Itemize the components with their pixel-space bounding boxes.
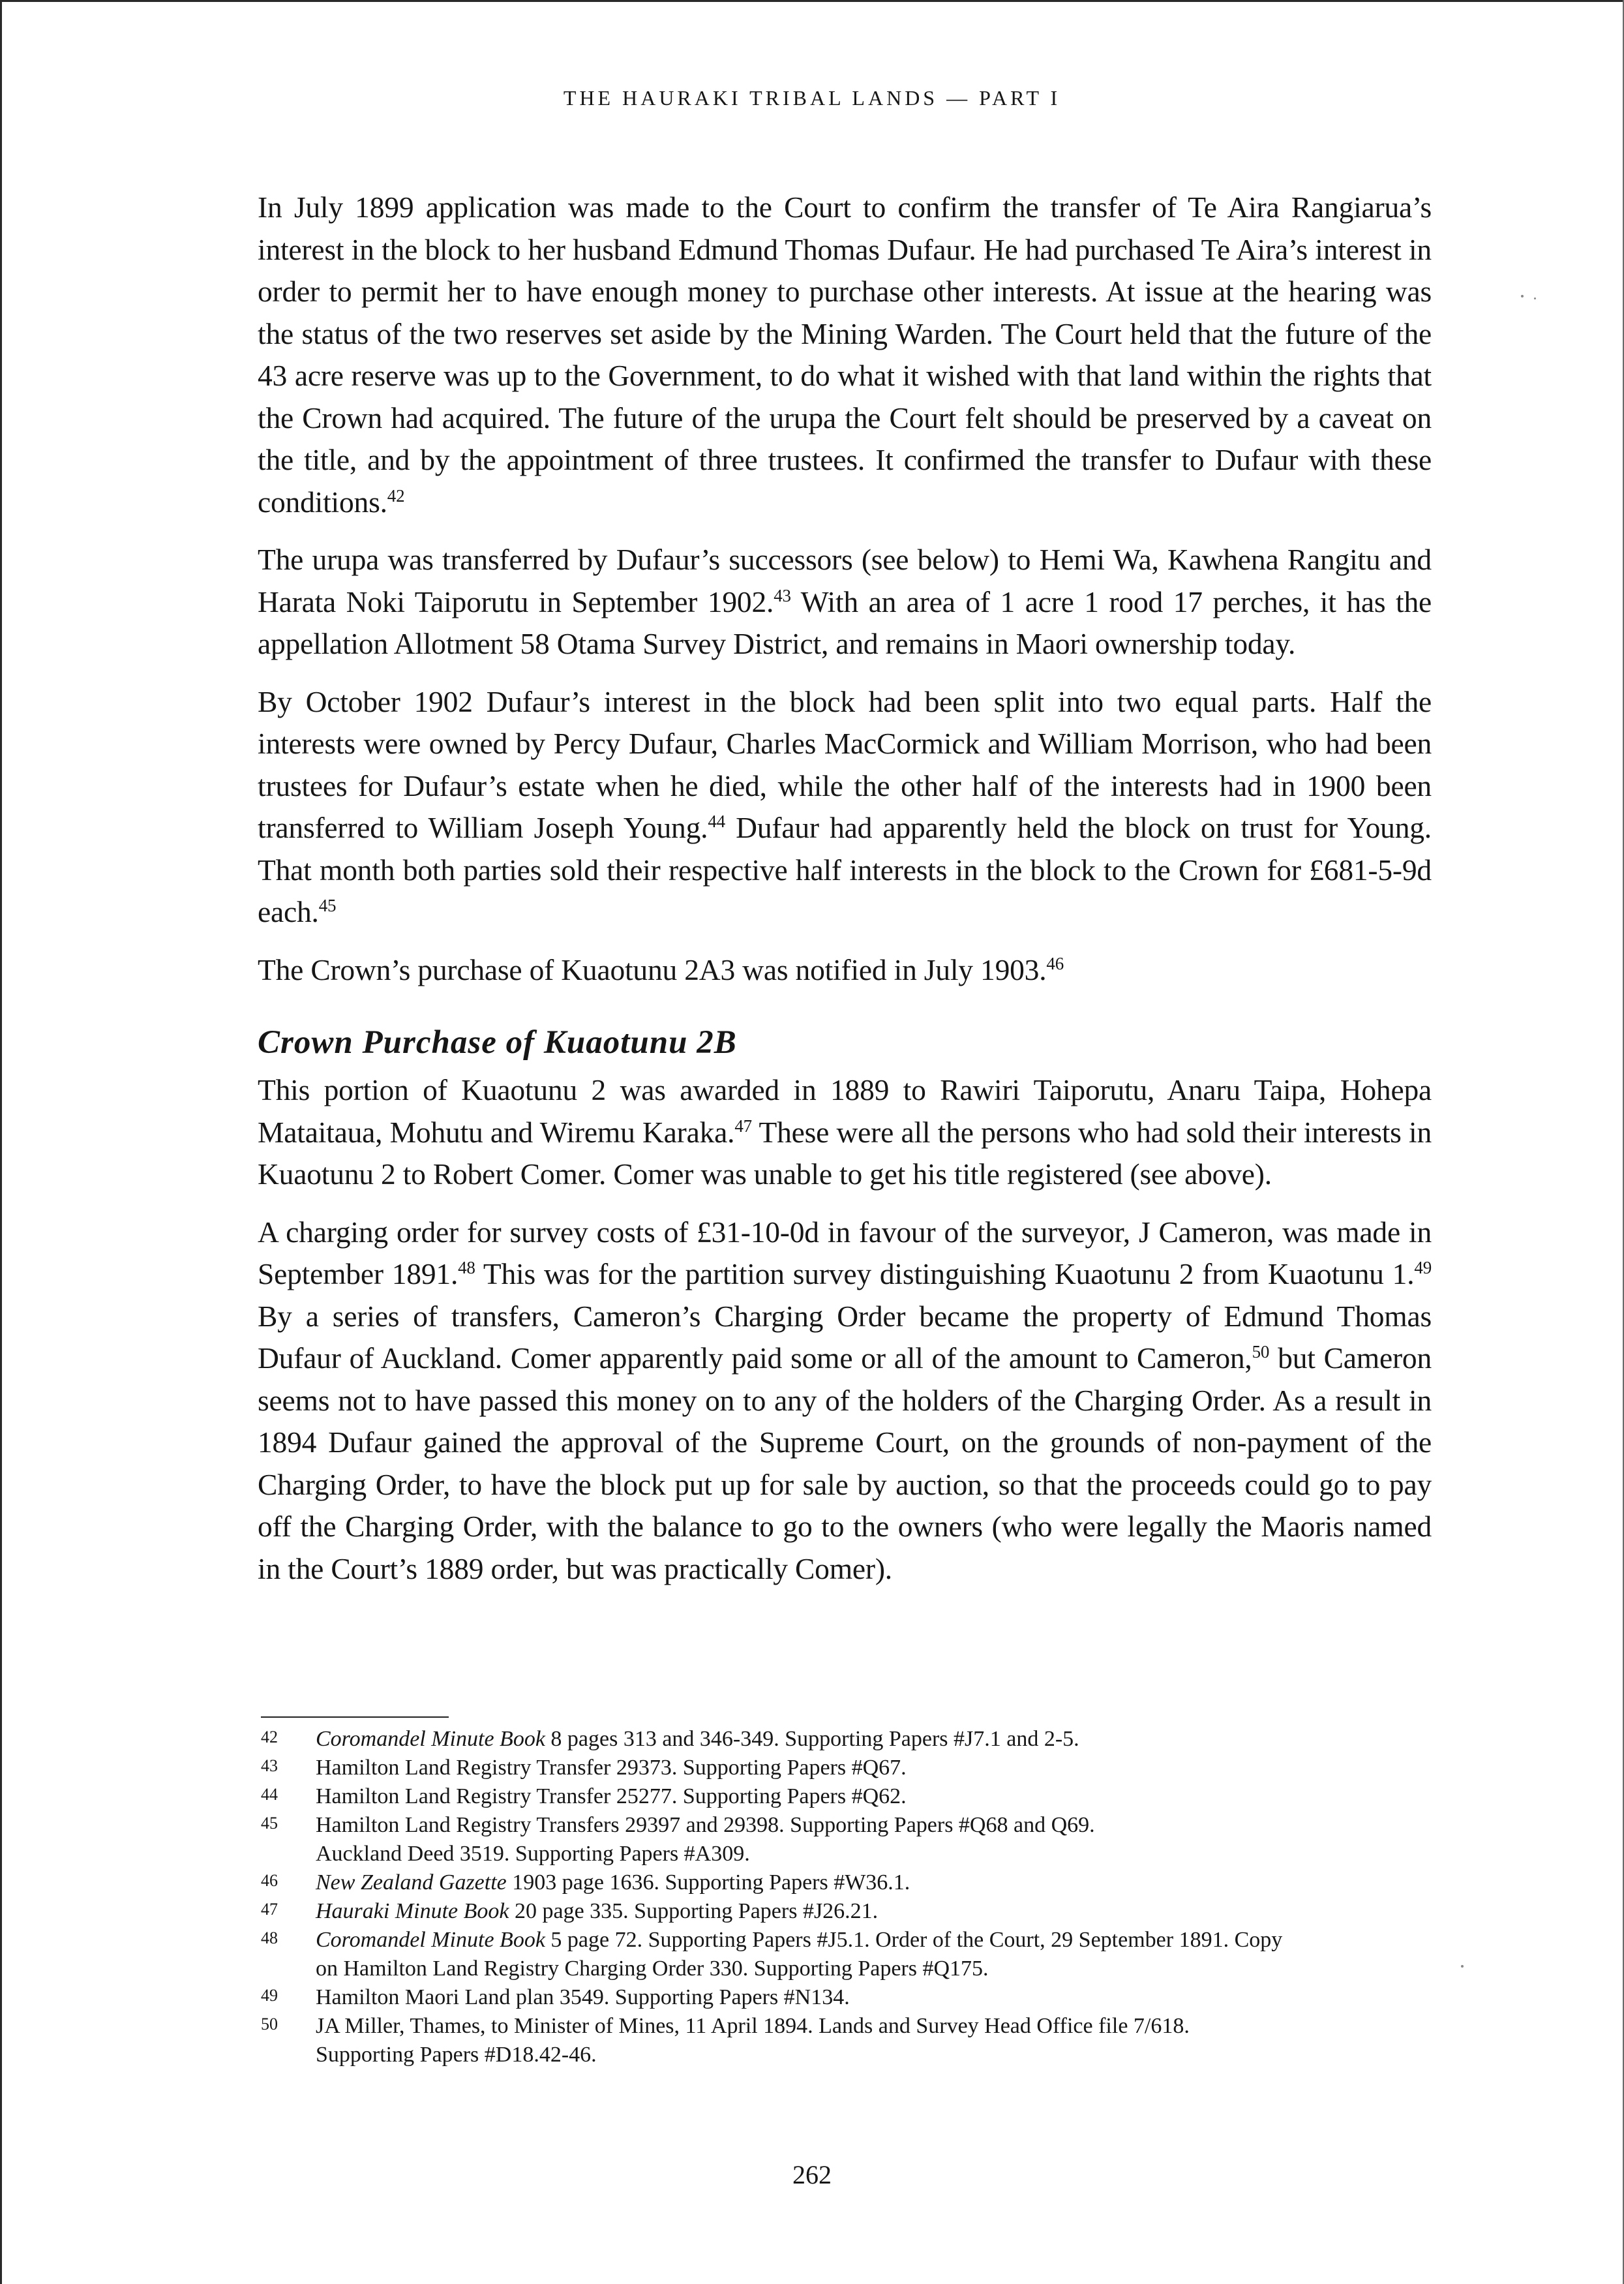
- paragraph: This portion of Kuaotunu 2 was awarded in 1889 to Rawiri Taiporutu, Anaru Taipa, Hohepa Mataitaua, Mohutu and Wiremu Karaka.$^{47}$ These were all the persons who had sold their interests in Kuaotunu 2 to Robert Comer. Comer was unable to get his title registered (see above).: [258, 1073, 1432, 1191]
- footnote: 49 Hamilton Maori Land plan 3549. Supporting Papers #N134.: [261, 1983, 1500, 2012]
- footnote: 46 New Zealand Gazette 1903 page 1636. Supporting Papers #W36.1.: [261, 1868, 1500, 1897]
- footnote-number: 44: [261, 1785, 278, 1804]
- footnote-ref: 46: [1046, 953, 1064, 973]
- footnote-ref: 42: [387, 485, 405, 506]
- footnote-number: 50: [261, 2015, 278, 2033]
- footnote-number: 46: [261, 1871, 278, 1890]
- footnote: 44 Hamilton Land Registry Transfer 25277. Supporting Papers #Q62.: [261, 1782, 1500, 1811]
- footnote-ref: 48: [458, 1257, 475, 1277]
- scan-border-left: [0, 0, 2, 2284]
- footnote-divider: [261, 1716, 449, 1718]
- footnote: 43 Hamilton Land Registry Transfer 29373. Supporting Papers #Q67.: [261, 1754, 1500, 1782]
- page-number: 262: [792, 2160, 832, 2189]
- section-heading: Crown Purchase of Kuaotunu 2B: [258, 1024, 737, 1061]
- footnote: 45 Hamilton Land Registry Transfers 29397 and 29398. Supporting Papers #Q68 and Q69. Auckland Deed 3519. Supporting Papers #A309.: [261, 1811, 1500, 1868]
- main-text: [258, 187, 1432, 1606]
- scan-border-top: [0, 0, 1624, 2]
- scan-speck: [1521, 295, 1524, 297]
- footnote-ref: 49: [1414, 1257, 1432, 1277]
- footnote: 50 JA Miller, Thames, to Minister of Mines, 11 April 1894. Lands and Survey Head Office file 7/618. Supporting Papers #D18.42-46.: [261, 2012, 1500, 2069]
- paragraph: By October 1902 Dufaur’s interest in the block had been split into two equal parts. Half the interests were owned by Percy Dufaur, Charles MacCormick and William Morrison, who had been trustees for Dufaur’s estate when he died, while the other half of the interests had in 1900 been transferred to William Joseph Young.$^{44}$ Dufaur had apparently held the block on trust for Young. That month both parties sold their respective half interests in the block to the Crown for £681-5-9d each.$^{45}$: [258, 684, 1432, 928]
- footnote-ref: 45: [318, 895, 337, 915]
- footnote: 42 Coromandel Minute Book 8 pages 313 and 346-349. Supporting Papers #J7.1 and 2-5.: [261, 1725, 1500, 1754]
- footnote-number: 47: [261, 1900, 278, 1919]
- footnote-number: 49: [261, 1986, 278, 2005]
- footnote-number: 45: [261, 1814, 278, 1833]
- paragraph: A charging order for survey costs of £31-10-0d in favour of the surveyor, J Cameron, was made in September 1891.48 This was for the partition survey distinguishing Kuaotunu 2 from Kuaotunu 1.49 By a series of transfers, Cameron’s Charging Order became the property of Edmund Thomas Dufaur of Auckland. Comer apparently paid some or all of the amount to Cameron,$^{50}$ but Cameron seems not to have passed this money on to any of the holders of the Charging Order. As a result in 1894 Dufaur gained the approval of the Supreme Court, on the grounds of non-payment of the Charging Order, to have the block put up for sale by auction, so that the proceeds could go to pay off the Charging Order, with the balance to go to the owners (who were legally the Maoris named in the Court’s 1889 order, but was practically Comer).: [258, 1215, 1432, 1585]
- footnote-ref: 50: [1252, 1341, 1270, 1362]
- footnote: 48 Coromandel Minute Book 5 page 72. Supporting Papers #J5.1. Order of the Court, 29 September 1891. Copy on Hamilton Land Registry Charging Order 330. Supporting Papers #Q175.: [261, 1926, 1500, 1983]
- footnote-ref: 47: [734, 1116, 752, 1136]
- scan-speck: [1461, 1965, 1464, 1968]
- footnote-ref: 44: [708, 811, 725, 831]
- footnote: 47 Hauraki Minute Book 20 page 335. Supporting Papers #J26.21.: [261, 1897, 1500, 1926]
- footnote-number: 43: [261, 1756, 278, 1775]
- running-head: THE HAURAKI TRIBAL LANDS — PART I: [563, 86, 1061, 110]
- paragraph: The urupa was transferred by Dufaur’s successors (see below) to Hemi Wa, Kawhena Rangitu and Harata Noki Taiporutu in September 1902.43 With an area of 1 acre 1 rood 17 perches, it has the appellation Allotment 58 Otama Survey District, and remains in Maori ownership today.: [258, 543, 1432, 660]
- scan-speck: [1534, 297, 1536, 299]
- footnote-number: 42: [261, 1728, 278, 1746]
- paragraph: The Crown’s purchase of Kuaotunu 2A3 was notified in July 1903.46: [258, 952, 1064, 986]
- footnote-number: 48: [261, 1928, 278, 1947]
- footnotes: [261, 1725, 1500, 2069]
- footnote-ref: 43: [774, 585, 791, 605]
- paragraph: In July 1899 application was made to the Court to confirm the transfer of Te Aira Rangiarua’s interest in the block to her husband Edmund Thomas Dufaur. He had purchased Te Aira’s interest in order to permit her to have enough money to purchase other interests. At issue at the hearing was the status of the two reserves set aside by the Mining Warden. The Court held that the future of the 43 acre reserve was up to the Government, to do what it wished with that land within the rights that the Crown had acquired. The future of the urupa the Court felt should be preserved by a caveat on the title, and by the appointment of three trustees. It confirmed the transfer to Dufaur with these conditions.$^{42}$: [258, 190, 1432, 519]
